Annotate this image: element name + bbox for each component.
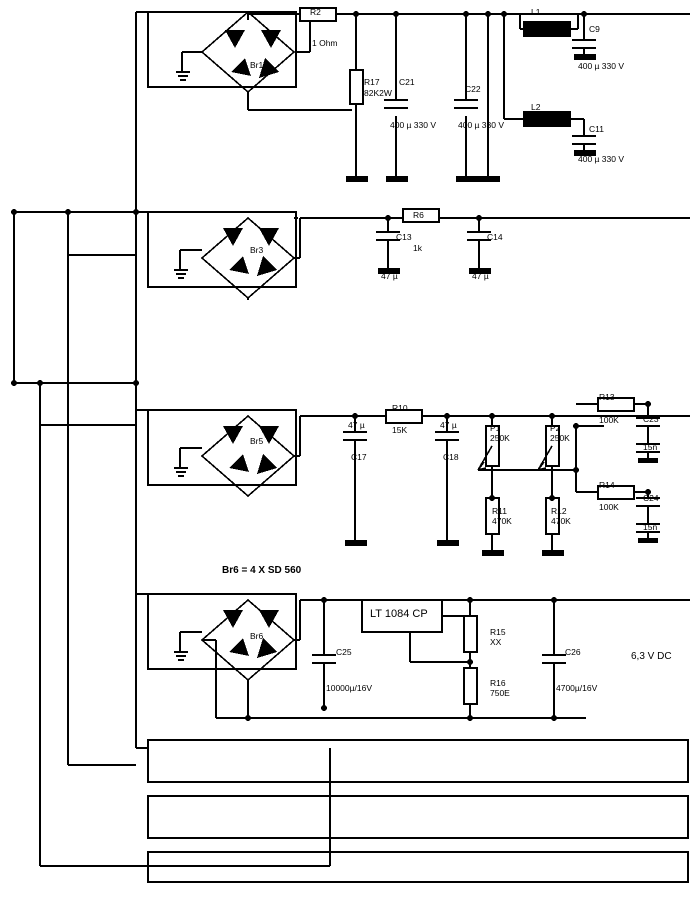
- label-c23: C23: [643, 414, 659, 424]
- label-r16v: 750E: [490, 688, 510, 698]
- label-l2: L2: [531, 102, 541, 112]
- label-c21v: 400 µ 330 V: [390, 120, 437, 130]
- label-c14v: 47 µ: [472, 271, 489, 281]
- label-p1: P1: [490, 423, 501, 433]
- label-r13v: 100K: [599, 415, 619, 425]
- label-c24: C24: [643, 493, 659, 503]
- label-c24v: 15n: [643, 522, 658, 532]
- label-r17: R17: [364, 77, 380, 87]
- label-c17t: 47 µ: [348, 420, 365, 430]
- label-br6note: Br6 = 4 X SD 560: [222, 565, 302, 576]
- label-r17v: 82K2W: [364, 88, 392, 98]
- label-r14: R14: [599, 480, 615, 490]
- label-r11: R11: [492, 506, 507, 516]
- label-c25v: 10000µ/16V: [326, 683, 373, 693]
- label-c26v: 4700µ/16V: [556, 683, 598, 693]
- label-r6: R6: [413, 210, 424, 220]
- label-r11v: 470K: [492, 516, 512, 526]
- label-p2: P2: [550, 423, 561, 433]
- label-c26: C26: [565, 647, 581, 657]
- label-r6v: 1k: [413, 243, 422, 253]
- label-r14v: 100K: [599, 502, 619, 512]
- label-l1: L1: [531, 7, 541, 17]
- label-r16: R16: [490, 678, 506, 688]
- label-c13v: 47 µ: [381, 271, 398, 281]
- label-c11: C11: [589, 124, 604, 134]
- label-r2v: 1 Ohm: [312, 38, 338, 48]
- label-c13: C13: [396, 232, 412, 242]
- label-r10v: 15K: [392, 425, 408, 435]
- label-out: 6,3 V DC: [631, 651, 672, 662]
- label-r12: R12: [551, 506, 567, 516]
- label-c17: C17: [351, 452, 367, 462]
- label-br1: Br1: [250, 60, 264, 70]
- label-lt1084: LT 1084 CP: [370, 608, 428, 620]
- label-c22: C22: [465, 84, 481, 94]
- label-c23v: 15n: [643, 442, 658, 452]
- label-c9: C9: [589, 24, 600, 34]
- label-p2v: 250K: [550, 433, 570, 443]
- label-br5: Br5: [250, 436, 264, 446]
- label-c14: C14: [487, 232, 503, 242]
- label-r2: R2: [310, 7, 321, 17]
- label-r10: R10: [392, 403, 408, 413]
- label-c11v: 400 µ 330 V: [578, 154, 625, 164]
- label-c18t: 47 µ: [440, 420, 457, 430]
- bridge-diodes: [223, 30, 281, 658]
- label-r15v: XX: [490, 637, 502, 647]
- label-p1v: 250K: [490, 433, 510, 443]
- label-c9v: 400 µ 330 V: [578, 61, 625, 71]
- label-br6: Br6: [250, 631, 264, 641]
- label-c25: C25: [336, 647, 352, 657]
- label-c21: C21: [399, 77, 415, 87]
- label-br3: Br3: [250, 245, 264, 255]
- label-r15: R15: [490, 627, 506, 637]
- label-r12v: 470K: [551, 516, 571, 526]
- label-c18: C18: [443, 452, 459, 462]
- label-c22v: 400 µ 330 V: [458, 120, 505, 130]
- label-r13: R13: [599, 392, 615, 402]
